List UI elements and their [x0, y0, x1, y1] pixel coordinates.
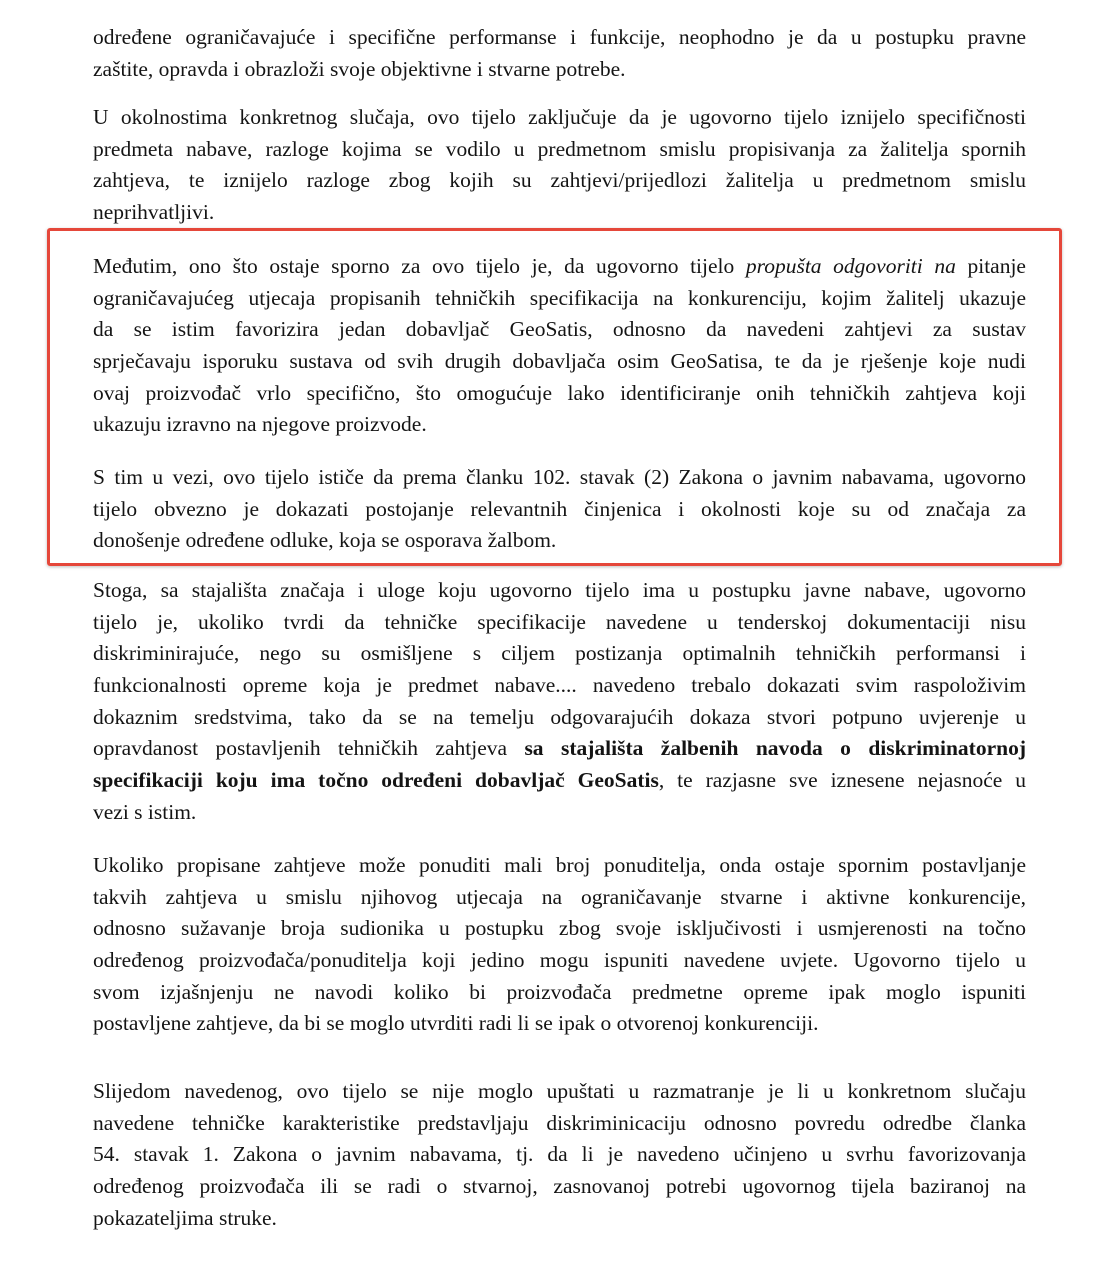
text-line: ograničavajućeg utjecaja propisanih tehničkih specifikacija na konkurenciju, kojim žalitelj ukazuje — [93, 285, 1026, 310]
text-line: takvih zahtjeva u smislu njihovog utjecaja na ograničavanje stvarne i aktivne konkurencije, — [93, 884, 1026, 909]
text-line: Stoga, sa stajališta značaja i uloge koju ugovorno tijelo ima u postupku javne nabave, ugovorno — [93, 578, 1026, 602]
text-line: vezi s istim. — [93, 799, 197, 824]
text-line: dokaznim sredstvima, tako da se na temelju odgovarajućih dokaza stvori potpuno uvjerenje u — [93, 704, 1026, 729]
text-line — [93, 251, 1026, 283]
text-line: donošenje određene odluke, koja se osporava žalbom. — [93, 528, 557, 553]
text-line: zaštite, opravda i obrazloži svoje objektivne i stvarne potrebe. — [93, 56, 626, 81]
text-line: diskriminirajuće, nego su osmišljene s ciljem postizanja optimalnih tehničkih performansi i — [93, 641, 1026, 666]
text-line: 54. stavak 1. Zakona o javnim nabavama, tj. da li je navedeno učinjeno u svrhu favorizovanja — [93, 1142, 1026, 1167]
paragraph-2 — [93, 102, 1026, 229]
text-line: predmeta nabave, razloge kojima se vodilo u predmetnom smislu propisivanja za žalitelja spornih — [93, 136, 1026, 161]
text-line: U okolnostima konkretnog slučaja, ovo tijelo zaključuje da je ugovorno tijelo iznijelo specifičnosti — [93, 105, 1026, 129]
text-line: Slijedom navedenog, ovo tijelo se nije moglo upuštati u razmatranje je li u konkretnom slučaju — [93, 1079, 1026, 1103]
text-line: tijelo je, ukoliko tvrdi da tehničke specifikacije navedene u tenderskoj dokumentaciji nisu — [93, 609, 1026, 634]
bold-phrase: specifikaciji koju ima točno određeni dobavljač GeoSatis — [93, 768, 659, 793]
text-segment: opravdanost postavljenih tehničkih zahtjeva — [93, 736, 525, 761]
paragraph-4-highlighted — [93, 462, 1026, 557]
text-line: navedene tehničke karakteristike predstavljaju diskriminicaciju odnosno povredu odredbe članka — [93, 1110, 1026, 1135]
text-segment: pitanje — [955, 254, 1026, 278]
text-segment: Međutim, ono što ostaje sporno za ovo tijelo je, da ugovorno tijelo — [93, 254, 746, 278]
text-line: postavljene zahtjeve, da bi se moglo utvrditi radi li se ipak o otvorenoj konkurenciji. — [93, 1011, 819, 1036]
text-line: odnosno sužavanje broja sudionika u postupku zbog svoje isključivosti i usmjerenosti na točno — [93, 916, 1026, 941]
text-line: ovaj proizvođač vrlo specifično, što omogućuje lako identificiranje onih tehničkih zahtjeva koji — [93, 380, 1026, 405]
italic-phrase: propušta odgovoriti na — [745, 254, 956, 278]
text-line: određenog proizvođača/ponuditelja koji jedino mogu ispuniti navedene uvjete. Ugovorno tijelo u — [93, 948, 1026, 973]
text-line: pokazateljima struke. — [93, 1205, 277, 1230]
text-line: zahtjeva, te iznijelo razloge zbog kojih su zahtjevi/prijedlozi žalitelja u predmetnom smislu — [93, 168, 1026, 193]
text-line: tijelo obvezno je dokazati postojanje relevantnih činjenica i okolnosti koje su od značaja za — [93, 496, 1026, 521]
paragraph-5 — [93, 575, 1026, 829]
text-line: određenog proizvođača ili se radi o stvarnoj, zasnovanoj potrebi ugovornog tijela baziranoj na — [93, 1174, 1026, 1199]
paragraph-3-highlighted — [93, 251, 1026, 441]
text-line — [93, 733, 1026, 765]
text-line: određene ograničavajuće i specifične performanse i funkcije, neophodno je da u postupku pravne — [93, 25, 1026, 49]
text-line: da se istim favorizira jedan dobavljač GeoSatis, odnosno da navedeni zahtjevi za sustav — [93, 317, 1026, 342]
text-line: Ukoliko propisane zahtjeve može ponuditi mali broj ponuditelja, onda ostaje spornim postavljanje — [93, 853, 1026, 877]
bold-phrase: sa stajališta žalbenih navoda o diskriminatornoj — [524, 736, 1026, 761]
text-line: neprihvatljivi. — [93, 200, 215, 225]
text-line: svom izjašnjenju ne navodi koliko bi proizvođača predmetne opreme ipak moglo ispuniti — [93, 979, 1026, 1004]
text-line: sprječavaju isporuku sustava od svih drugih dobavljača osim GeoSatisa, te da je rješenje koje nudi — [93, 349, 1026, 374]
paragraph-6 — [93, 850, 1026, 1040]
text-line: funkcionalnosti opreme koja je predmet nabave.... navedeno trebalo dokazati svim raspoloživim — [93, 673, 1026, 698]
text-segment: , te razjasne sve iznesene nejasnoće u — [658, 768, 1027, 793]
paragraph-1 — [93, 22, 1026, 85]
text-line: ukazuju izravno na njegove proizvode. — [93, 412, 427, 437]
text-line — [93, 765, 1026, 797]
paragraph-7 — [93, 1076, 1026, 1234]
text-line: S tim u vezi, ovo tijelo ističe da prema članku 102. stavak (2) Zakona o javnim nabavama, ugovorno — [93, 465, 1026, 489]
